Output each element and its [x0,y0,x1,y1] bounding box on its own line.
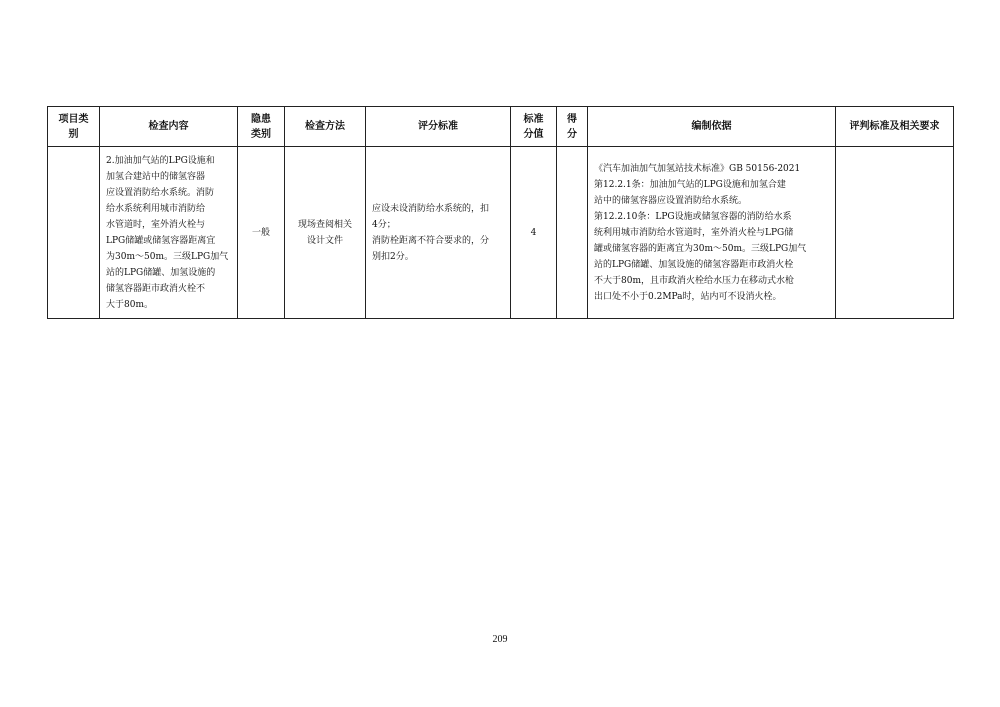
cell-category [48,147,100,319]
cell-content: 2.加油加气站的LPG设施和 加氢合建站中的储氢容器 应设置消防给水系统。消防 给水系统利用城市消防给 水管道时，室外消火栓与 LPG储罐或储氢容器距离宜 为30m～50m。三级LPG加气 站的LPG储罐、加氢设施的 储氢容器距市政消火栓不 大于80m。 [100,147,238,319]
cell-method: 现场查阅相关 设计文件 [285,147,366,319]
header-scoring: 评分标准 [366,107,511,147]
table-row [48,147,954,319]
page-number: 209 [492,634,508,645]
cell-hazard-level: 一般 [238,147,285,319]
header-method: 检查方法 [285,107,366,147]
header-basis: 编制依据 [588,107,836,147]
cell-score [557,147,588,319]
cell-standard-score: 4 [511,147,557,319]
header-standard-score: 标准 分值 [511,107,557,147]
cell-scoring: 应设未设消防给水系统的，扣 4分； 消防栓距离不符合要求的，分 别扣2分。 [366,147,511,319]
cell-basis: 《汽车加油加气加氢站技术标准》GB 50156-2021 第12.2.1条：加油加气站的LPG设施和加氢合建 站中的储氢容器应设置消防给水系统。 第12.2.10条：LPG设施或储氢容器的消防给水系 统利用城市消防给水管道时，室外消火栓与LPG储 罐或储氢容器的距离宜为30m～50m。三级LPG加气 站的LPG储罐、加氢设施的储氢容器距市政消火栓 不大于80m，且市政消火栓给水压力在移动式水枪 出口处不小于0.2MPa时，站内可不设消火栓。 [588,147,836,319]
header-requirements: 评判标准及相关要求 [836,107,954,147]
header-content: 检查内容 [100,107,238,147]
table-header-row [48,107,954,147]
cell-requirements [836,147,954,319]
header-category: 项目类 别 [48,107,100,147]
header-score: 得 分 [557,107,588,147]
inspection-table [47,106,954,319]
header-hazard-level: 隐患 类别 [238,107,285,147]
